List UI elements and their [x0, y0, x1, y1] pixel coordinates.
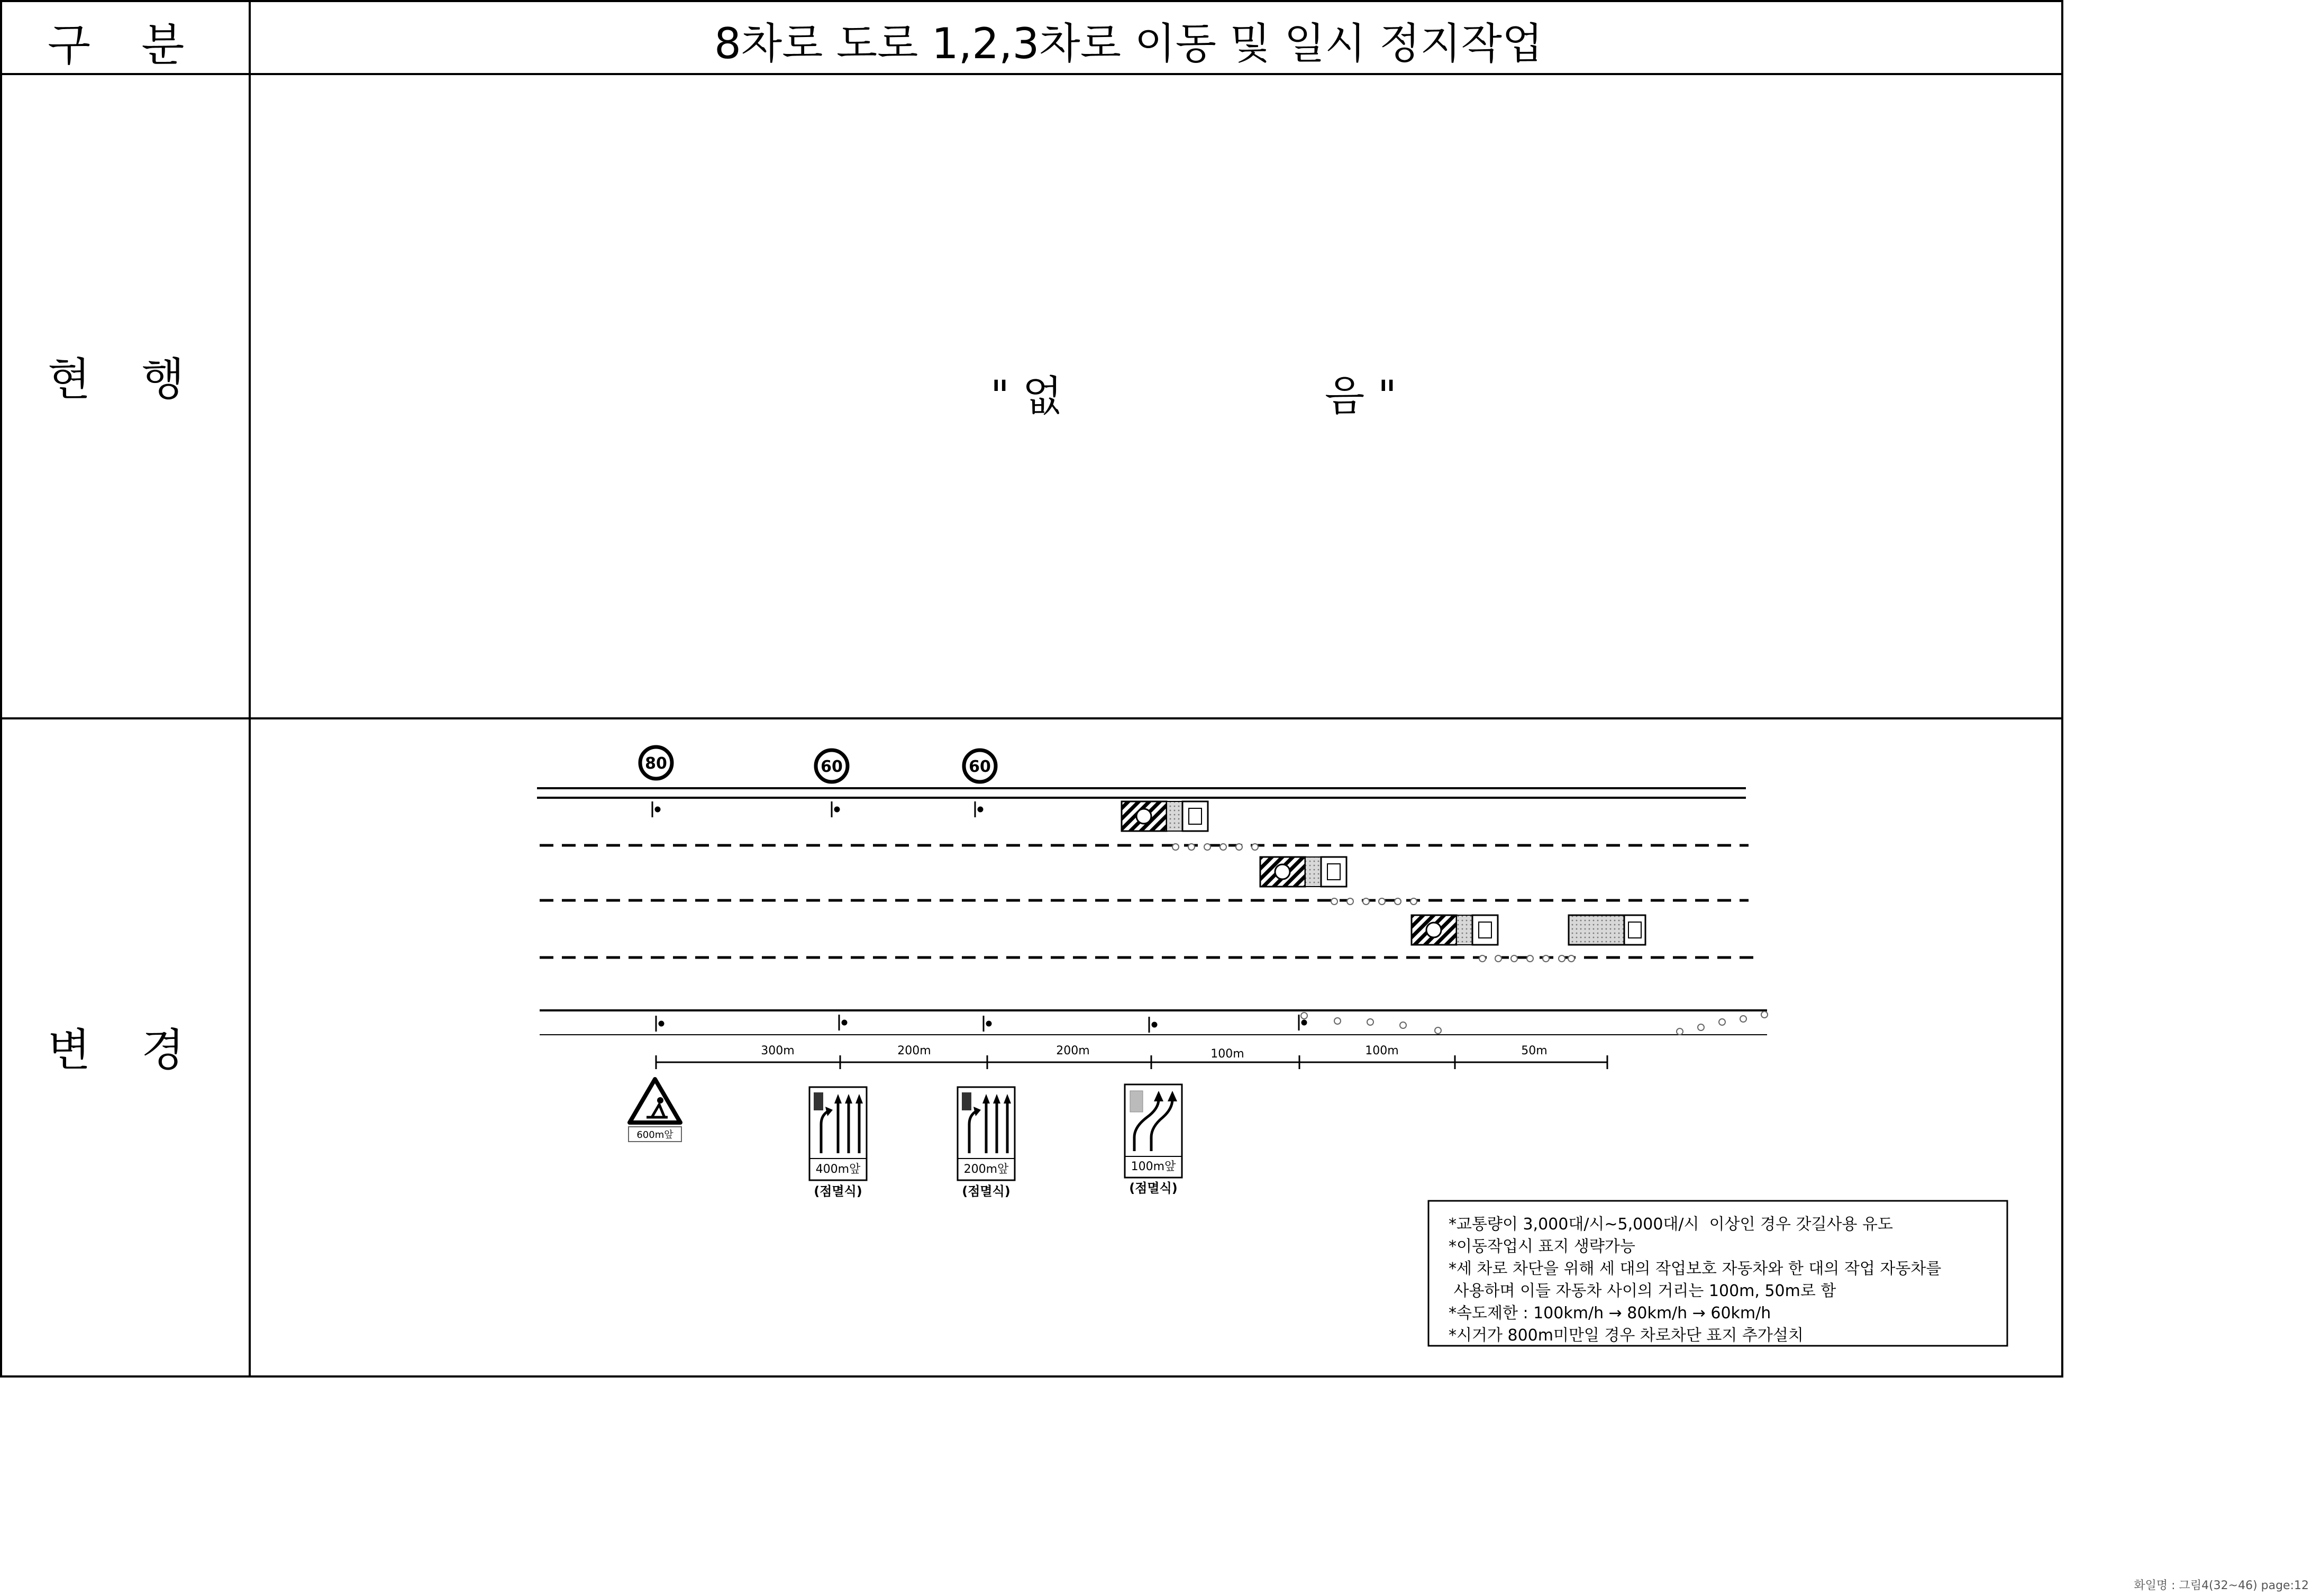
sign-post-markers-bottom: [656, 1015, 1306, 1033]
lane-change-sign-200m: [958, 1087, 1015, 1199]
protection-vehicle-lane-2: [1260, 857, 1346, 887]
svg-text:400m앞: 400m앞: [815, 1163, 861, 1176]
note-line: 사용하며 이들 자동차 사이의 거리는 100m, 50m로 함: [1449, 1282, 1836, 1300]
sign-post-markers-top: [652, 801, 982, 817]
distance-label: 100m: [1210, 1047, 1244, 1061]
file-name-footer: 화일명 : 그림4(32~46) page:12: [2134, 1579, 2309, 1592]
category-header-label: 구 분: [48, 19, 187, 71]
notes-box: [1428, 1201, 2007, 1346]
svg-text:80: 80: [645, 754, 667, 773]
svg-text:(점멸식): (점멸식): [1129, 1181, 1178, 1196]
distance-label: 200m: [897, 1044, 931, 1057]
page-title: 8차로 도로 1,2,3차로 이동 및 일시 정지작업: [714, 19, 1543, 68]
note-line: *시거가 800m미만일 경우 차로차단 표지 추가설치: [1449, 1326, 1804, 1345]
svg-text:60: 60: [969, 758, 991, 776]
road-edge-top: [537, 788, 1746, 798]
svg-text:(점멸식): (점멸식): [814, 1184, 862, 1199]
row-label-current: 현 행: [48, 353, 187, 405]
lane-change-sign-100m: [1125, 1084, 1182, 1196]
svg-text:100m앞: 100m앞: [1131, 1160, 1176, 1173]
svg-text:200m앞: 200m앞: [963, 1163, 1009, 1176]
protection-vehicle-lane-3: [1412, 915, 1498, 945]
protection-vehicle-lane-1: [1122, 801, 1208, 831]
note-line: *세 차로 차단을 위해 세 대의 작업보호 자동차와 한 대의 작업 자동차를: [1449, 1260, 1942, 1278]
distance-label: 300m: [761, 1044, 795, 1057]
current-content: " 없 음 ": [990, 372, 1397, 420]
distance-label: 50m: [1521, 1044, 1548, 1057]
svg-text:600m앞: 600m앞: [636, 1129, 673, 1141]
distance-label: 100m: [1365, 1044, 1399, 1057]
note-line: *속도제한 : 100km/h → 80km/h → 60km/h: [1449, 1304, 1771, 1323]
lane-change-sign-400m: [809, 1087, 867, 1199]
distance-label: 200m: [1056, 1044, 1090, 1057]
distance-dimension-line: [656, 1055, 1607, 1069]
row-label-change: 변 경: [48, 1024, 187, 1076]
note-line: *교통량이 3,000대/시~5,000대/시 이상인 경우 갓길사용 유도: [1449, 1215, 1893, 1234]
svg-text:(점멸식): (점멸식): [962, 1184, 1011, 1199]
speed-sign-60: [964, 750, 996, 782]
svg-text:60: 60: [821, 758, 843, 776]
speed-sign-80: [640, 747, 672, 779]
speed-sign-60: [816, 750, 848, 782]
note-line: *이동작업시 표지 생략가능: [1449, 1237, 1635, 1256]
work-vehicle: [1569, 915, 1645, 945]
road-work-warning-sign: [629, 1079, 681, 1142]
